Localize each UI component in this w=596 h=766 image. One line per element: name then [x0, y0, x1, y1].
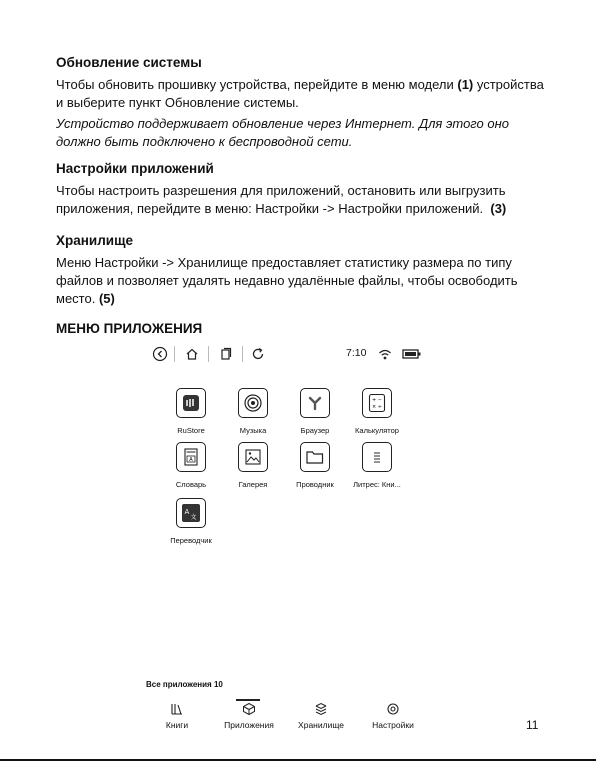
translator-icon [176, 498, 206, 528]
settings-icon [386, 702, 400, 716]
app-rustore[interactable] [156, 388, 226, 435]
folder-icon [300, 442, 330, 472]
app-browser[interactable] [280, 388, 350, 435]
section-note: Устройство поддерживает обновление через Интернет. Для этого оно должно быть подключено к беспроводной сети. [56, 116, 510, 149]
section-system-update [56, 54, 546, 151]
app-calculator[interactable] [342, 388, 412, 435]
section-body: Чтобы настроить разрешения для приложений, остановить или выгрузить приложения, перейдите в меню: Настройки -> Настройки приложений. (3) [56, 183, 507, 216]
section-storage [56, 232, 546, 308]
svg-text:文: 文 [190, 514, 197, 521]
section-title: Обновление системы [56, 55, 202, 70]
app-music[interactable] [218, 388, 288, 435]
apps-icon [242, 702, 256, 716]
calculator-icon [362, 388, 392, 418]
gallery-icon [238, 442, 268, 472]
storage-icon [314, 702, 328, 716]
status-bar [146, 342, 432, 366]
nav-label: Приложения [224, 720, 274, 730]
menu-title: МЕНЮ ПРИЛОЖЕНИЯ [56, 321, 203, 336]
app-label: Браузер [300, 426, 330, 435]
app-litres[interactable] [342, 442, 412, 489]
back-icon[interactable] [152, 346, 168, 362]
litres-icon [362, 442, 392, 472]
device-screen [146, 340, 432, 732]
wifi-icon[interactable] [377, 346, 393, 362]
dictionary-icon [176, 442, 206, 472]
app-translator[interactable] [156, 498, 226, 545]
svg-text:× ÷: × ÷ [372, 404, 382, 410]
app-label: Проводник [296, 480, 334, 489]
books-icon [170, 702, 184, 716]
battery-icon [402, 346, 422, 362]
section-app-settings [56, 160, 546, 218]
app-label: RuStore [177, 426, 205, 435]
app-label: Словарь [175, 480, 207, 489]
app-label: Литрес: Кни... [353, 480, 401, 489]
page-bottom-rule [0, 759, 596, 761]
app-label: Музыка [239, 426, 267, 435]
page-number: 11 [526, 718, 539, 732]
section-body: Чтобы обновить прошивку устройства, перейдите в меню модели (1) устройства и выберите пункт Обновление системы. [56, 77, 544, 110]
section-body: Меню Настройки -> Хранилище предоставляет статистику размера по типу файлов и позволяет удалять недавно удалённые файлы, чтобы освободить место. (5) [56, 255, 518, 306]
refresh-icon[interactable] [250, 346, 266, 362]
nav-settings[interactable] [358, 702, 428, 730]
recent-apps-icon[interactable] [218, 346, 234, 362]
section-title: Настройки приложений [56, 161, 214, 176]
nav-label: Книги [165, 720, 189, 730]
nav-storage[interactable] [286, 702, 356, 730]
nav-label: Хранилище [298, 720, 344, 730]
app-label: Переводчик [170, 536, 212, 545]
home-icon[interactable] [184, 346, 200, 362]
app-gallery[interactable] [218, 442, 288, 489]
section-title: Хранилище [56, 233, 133, 248]
svg-text:A: A [184, 508, 190, 516]
nav-active-indicator [236, 699, 260, 701]
app-label: Галерея [238, 480, 268, 489]
svg-text:A: A [189, 457, 193, 464]
clock: 7:10 [346, 347, 367, 359]
browser-icon [300, 388, 330, 418]
app-dictionary[interactable] [156, 442, 226, 489]
svg-text:+ −: + − [372, 397, 382, 404]
rustore-icon [176, 388, 206, 418]
all-apps-count: Все приложения 10 [146, 680, 223, 689]
nav-label: Настройки [372, 720, 414, 730]
nav-books[interactable] [142, 702, 212, 730]
music-icon [238, 388, 268, 418]
nav-apps[interactable] [214, 702, 284, 730]
app-label: Калькулятор [355, 426, 399, 435]
app-file-manager[interactable] [280, 442, 350, 489]
